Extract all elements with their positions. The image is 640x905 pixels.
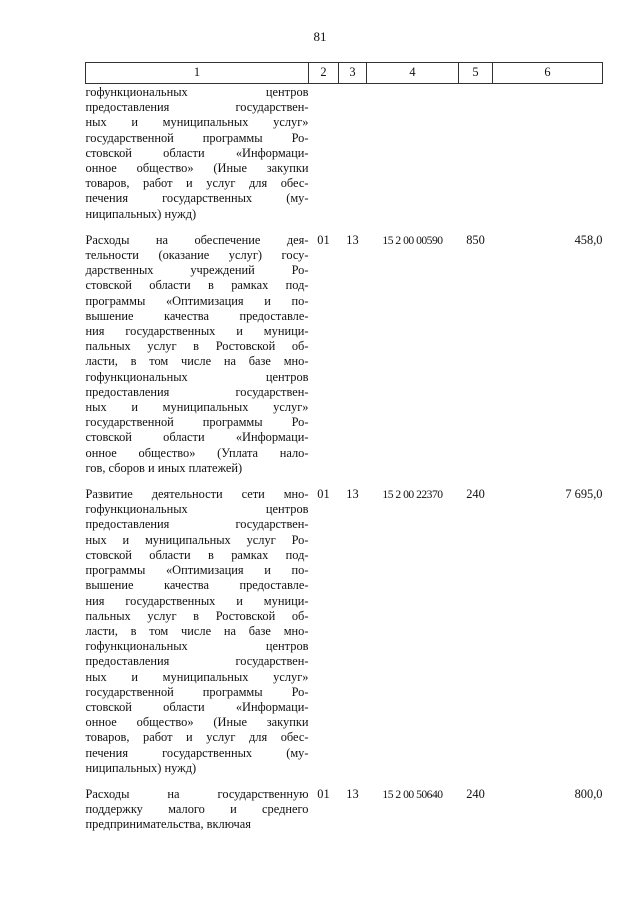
- description-line: ния государственных и муници-: [85, 593, 309, 608]
- table-header-row: [86, 63, 603, 84]
- description-line: предпринимательства, включая: [85, 817, 251, 832]
- table-row: [86, 84, 603, 233]
- table-row: [86, 233, 603, 487]
- subsection-code: 13: [346, 487, 359, 502]
- description-line: гофункциональных центров: [85, 639, 309, 654]
- expense-type-code: [459, 84, 493, 233]
- description-line: предоставления государствен-: [85, 654, 309, 669]
- description-line: предоставления государствен-: [85, 517, 309, 532]
- target-article-code: [367, 84, 459, 233]
- amount-value: 458,0: [574, 232, 603, 247]
- description-line: онное общество» (Иные закупки: [85, 161, 309, 176]
- description-line: государственной программы Ро-: [85, 415, 309, 430]
- description-line: государственной программы Ро-: [85, 684, 309, 699]
- description-line: поддержку малого и среднего: [85, 802, 309, 817]
- target-article-code: 15 2 00 50640: [382, 787, 443, 801]
- description-line: программы «Оптимизация и по-: [85, 293, 309, 308]
- section-code: 01: [317, 232, 330, 247]
- description-line: вышение качества предоставле-: [85, 578, 309, 593]
- description-line: печения государственных (му-: [85, 191, 309, 206]
- header-col-6: 6: [493, 63, 603, 84]
- description-line: ния государственных и муници-: [85, 324, 309, 339]
- description-line: ных и муниципальных услуг Ро-: [85, 532, 309, 547]
- description-line: стовской области «Информаци-: [85, 430, 309, 445]
- description-line: стовской области в рамках под-: [85, 547, 309, 562]
- description-line: онное общество» (Уплата нало-: [85, 445, 309, 460]
- description-line: вышение качества предоставле-: [85, 308, 309, 323]
- description-line: Расходы на государственную: [85, 786, 309, 801]
- description-line: стовской области в рамках под-: [85, 278, 309, 293]
- description-line: пальных услуг в Ростовской об-: [85, 608, 309, 623]
- subsection-code: [339, 84, 367, 233]
- description-line: ных и муниципальных услуг»: [85, 400, 309, 415]
- description-line: ниципальных) нужд): [85, 206, 197, 221]
- description-line: ных и муниципальных услуг»: [85, 669, 309, 684]
- description-line: гофункциональных центров: [85, 502, 309, 517]
- description-line: онное общество» (Иные закупки: [85, 715, 309, 730]
- description-line: дарственных учреждений Ро-: [85, 263, 309, 278]
- description-line: ных и муниципальных услуг»: [85, 115, 309, 130]
- budget-table: [85, 62, 603, 844]
- amount-value: [493, 84, 603, 233]
- header-col-2: 2: [309, 63, 339, 84]
- row-description: [86, 787, 309, 844]
- row-description: [86, 84, 309, 233]
- description-line: пальных услуг в Ростовской об-: [85, 339, 309, 354]
- table-row: [86, 487, 603, 787]
- section-code: [309, 84, 339, 233]
- description-line: предоставления государствен-: [85, 100, 309, 115]
- table-body: [86, 84, 603, 844]
- description-line: ласти, в том числе на базе мно-: [85, 623, 309, 638]
- section-code: 01: [317, 487, 330, 502]
- amount-value: 7 695,0: [565, 487, 603, 502]
- description-line: гофункциональных центров: [85, 369, 309, 384]
- description-line: Расходы на обеспечение дея-: [85, 232, 309, 247]
- expense-type-code: 240: [466, 786, 485, 801]
- description-line: гофункциональных центров: [85, 85, 309, 99]
- description-line: печения государственных (му-: [85, 745, 309, 760]
- header-col-5: 5: [459, 63, 493, 84]
- description-line: предоставления государствен-: [85, 384, 309, 399]
- description-line: гов, сборов и иных платежей): [85, 460, 243, 475]
- description-line: ниципальных) нужд): [85, 760, 197, 775]
- amount-value: 800,0: [574, 786, 603, 801]
- description-line: тельности (оказание услуг) госу-: [85, 248, 309, 263]
- description-line: товаров, работ и услуг для обес-: [85, 730, 309, 745]
- description-line: Развитие деятельности сети мно-: [85, 487, 309, 502]
- header-col-1: 1: [86, 63, 309, 84]
- description-line: стовской области «Информаци-: [85, 145, 309, 160]
- target-article-code: 15 2 00 00590: [382, 233, 443, 247]
- expense-type-code: 240: [466, 487, 485, 502]
- description-line: государственной программы Ро-: [85, 130, 309, 145]
- description-line: товаров, работ и услуг для обес-: [85, 176, 309, 191]
- subsection-code: 13: [346, 232, 359, 247]
- row-description: [86, 487, 309, 787]
- target-article-code: 15 2 00 22370: [382, 488, 443, 502]
- header-col-3: 3: [339, 63, 367, 84]
- row-description: [86, 233, 309, 487]
- subsection-code: 13: [346, 786, 359, 801]
- description-line: стовской области «Информаци-: [85, 699, 309, 714]
- expense-type-code: 850: [466, 232, 485, 247]
- description-line: ласти, в том числе на базе мно-: [85, 354, 309, 369]
- page-number: 81: [313, 29, 327, 44]
- header-col-4: 4: [367, 63, 459, 84]
- description-line: программы «Оптимизация и по-: [85, 563, 309, 578]
- table-row: [86, 787, 603, 844]
- section-code: 01: [317, 786, 330, 801]
